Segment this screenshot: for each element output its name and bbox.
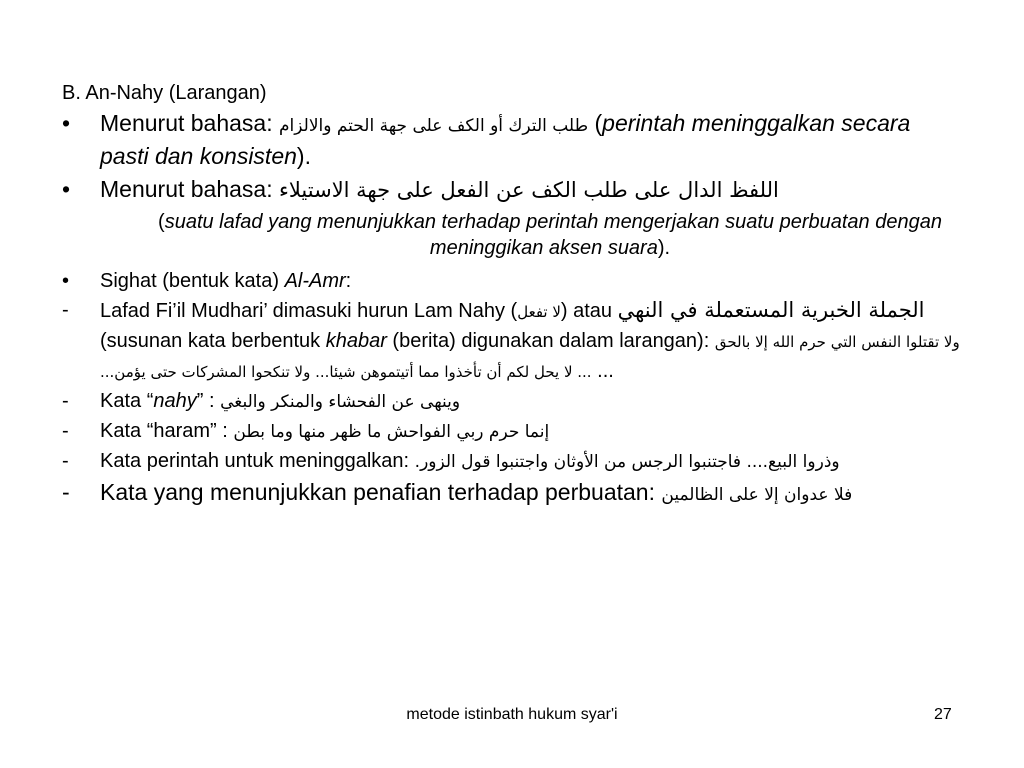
dash-lead: Kata “haram” : xyxy=(100,420,234,442)
dash-marker: - xyxy=(62,420,69,442)
gloss-text: perintah meninggalkan secara pasti dan konsisten xyxy=(100,110,911,169)
bullet-lead: Menurut bahasa: xyxy=(100,110,280,136)
bullet-marker: • xyxy=(62,110,71,136)
bullet-2-gloss xyxy=(138,209,962,261)
gloss-text: suatu lafad yang menunjukkan terhadap perintah mengerjakan suatu perbuatan dengan meninggikan aksen suara xyxy=(164,211,942,259)
paren-open: ( xyxy=(588,110,603,136)
bullet-item-1 xyxy=(62,108,962,171)
ellipsis: ... xyxy=(591,360,614,382)
dash-lead: Kata perintah untuk meninggalkan: xyxy=(100,450,415,472)
arabic-jumla: الجملة الخبرية المستعملة في النهي xyxy=(617,298,925,322)
arabic-verse: فلا عدوان إلا على الظالمين xyxy=(661,485,853,505)
dash-mid: ) atau xyxy=(560,300,618,322)
bullet-item-3 xyxy=(62,267,962,296)
dash-marker: - xyxy=(62,390,69,412)
bullet-lead: Menurut bahasa: xyxy=(100,176,280,202)
arabic-verse: وذروا البيع.... فاجتنبوا الرجس من الأوثان واجتنبوا قول الزور. xyxy=(414,452,840,472)
dash-marker: - xyxy=(62,479,70,505)
colon: : xyxy=(345,270,352,292)
dash-item-lafad xyxy=(62,296,962,387)
arabic-verse: وينهى عن الفحشاء والمنكر والبغي xyxy=(220,392,461,412)
page-number: 27 xyxy=(934,706,952,723)
arabic-verse: إنما حرم ربي الفواحش ما ظهر منها وما بطن xyxy=(233,422,550,442)
dash-item-perintah xyxy=(62,447,962,477)
khabar-term: khabar xyxy=(325,330,387,352)
arabic-example: ولا تقتلوا النفس التي حرم الله إلا بالحق ... لا يحل لكم أن تأخذوا مما أتيتموهن شيئا... ولا تنكحوا المشركات حتى يؤمن... xyxy=(100,333,960,381)
dash-item-nahy xyxy=(62,387,962,417)
footer-title: metode istinbath hukum syar'i xyxy=(406,706,618,723)
slide-content xyxy=(62,80,962,510)
arabic-definition: اللفظ الدال على طلب الكف عن الفعل على جهة الاستيلاء xyxy=(279,178,779,202)
dash-text-3: (berita) digunakan dalam larangan): xyxy=(386,330,715,352)
arabic-la-tafal: لا تفعل xyxy=(517,303,561,321)
paren-close: ). xyxy=(296,143,311,169)
paren-open: ( xyxy=(158,211,165,233)
al-amr-term: Al-Amr xyxy=(284,270,346,292)
bullet-marker: • xyxy=(62,176,71,202)
dash-lead: Lafad Fi’il Mudhari’ dimasuki hurun Lam Nahy ( xyxy=(100,300,518,322)
dash-marker: - xyxy=(62,450,69,472)
sighat-label: Sighat (bentuk kata) xyxy=(100,270,285,292)
dash-marker: - xyxy=(62,299,69,321)
bullet-marker: • xyxy=(62,270,70,292)
dash-item-haram xyxy=(62,417,962,447)
dash-close: ” : xyxy=(196,390,221,412)
dash-item-penafian xyxy=(62,477,962,510)
arabic-definition: طلب الترك أو الكف على جهة الحتم والالزام xyxy=(279,116,589,136)
bullet-item-2 xyxy=(62,174,962,205)
dash-text-2: (susunan kata berbentuk xyxy=(100,330,326,352)
section-heading: B. An-Nahy (Larangan) xyxy=(62,82,267,104)
dash-lead: Kata “ xyxy=(100,390,154,412)
paren-close: ). xyxy=(657,237,671,259)
dash-lead: Kata yang menunjukkan penafian terhadap perbuatan: xyxy=(100,479,662,505)
nahy-term: nahy xyxy=(153,390,197,412)
